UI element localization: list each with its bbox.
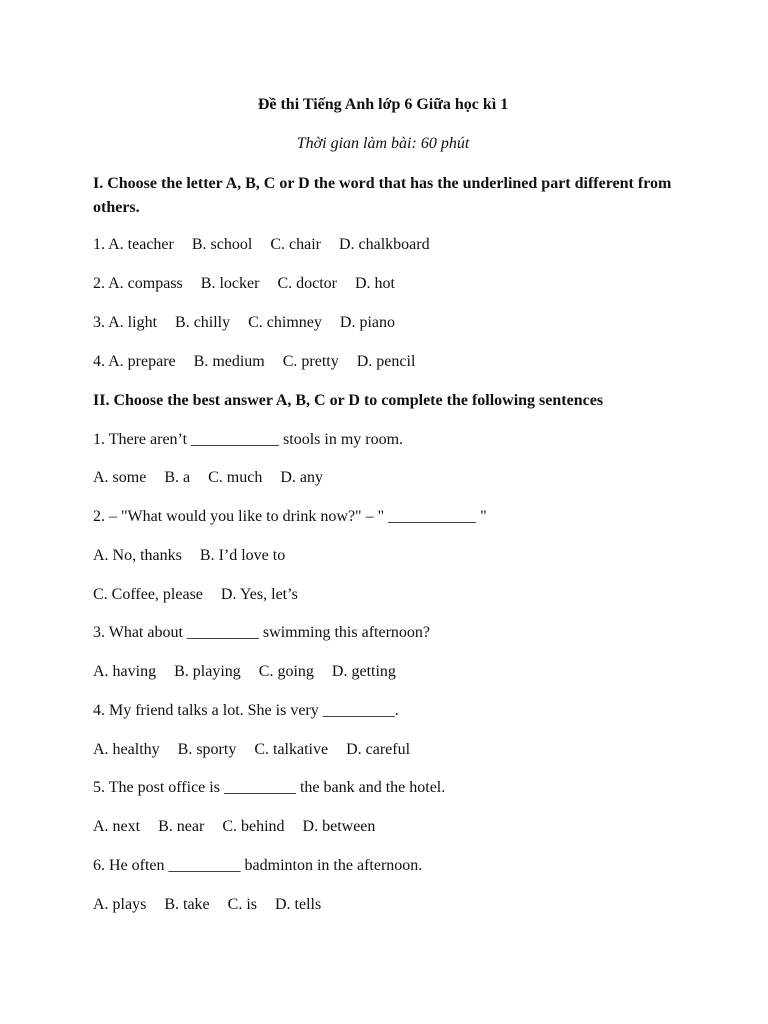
s2-question-3-options: [93, 661, 396, 683]
option-b: B. a: [164, 469, 191, 486]
option-c: C. chimney: [248, 314, 322, 331]
option-a: A. next: [93, 818, 141, 835]
s2-question-2-options-row-2: [93, 584, 298, 606]
option-b: B. sporty: [177, 741, 237, 758]
option-d: D. careful: [346, 741, 411, 758]
option-b: B. I’d love to: [199, 547, 286, 564]
option-d: D. piano: [339, 314, 395, 331]
option-a: A. teacher: [108, 236, 174, 253]
s1-question-1: [93, 234, 430, 256]
question-number: 3.: [93, 314, 105, 331]
option-d: D. getting: [331, 663, 396, 680]
option-c: C. going: [258, 663, 314, 680]
option-c: C. talkative: [254, 741, 329, 758]
s2-question-1-options: [93, 467, 323, 489]
option-a: A. No, thanks: [93, 547, 182, 564]
option-d: D. tells: [275, 896, 322, 913]
option-b: B. playing: [174, 663, 241, 680]
s2-question-5: 5. The post office is _________ the bank and the hotel.: [93, 779, 446, 796]
option-b: B. medium: [193, 353, 265, 370]
s2-question-4-options: [93, 739, 410, 761]
s2-question-4: 4. My friend talks a lot. She is very _________.: [93, 702, 399, 719]
option-c: C. much: [208, 469, 263, 486]
s2-question-2: 2. – "What would you like to drink now?" – " ___________ ": [93, 508, 487, 525]
option-d: D. hot: [354, 275, 395, 292]
option-a: A. having: [93, 663, 157, 680]
option-d: D. between: [302, 818, 376, 835]
s2-question-6-options: [93, 894, 321, 916]
page-title: Đề thi Tiếng Anh lớp 6 Giữa học kì 1: [257, 96, 509, 113]
question-number: 4.: [93, 353, 105, 370]
option-c: C. doctor: [277, 275, 337, 292]
option-a: A. some: [93, 469, 147, 486]
option-c: C. pretty: [282, 353, 339, 370]
s1-question-2: [93, 273, 395, 295]
s2-question-1: 1. There aren’t ___________ stools in my room.: [93, 431, 404, 448]
option-c: C. chair: [270, 236, 321, 253]
s2-question-6: 6. He often _________ badminton in the afternoon.: [93, 857, 423, 874]
option-b: B. school: [191, 236, 253, 253]
option-d: D. Yes, let’s: [220, 586, 298, 603]
s2-question-3: 3. What about _________ swimming this afternoon?: [93, 624, 430, 641]
option-a: A. prepare: [108, 353, 176, 370]
option-b: B. near: [158, 818, 205, 835]
option-a: A. compass: [108, 275, 183, 292]
option-a: A. plays: [93, 896, 147, 913]
option-b: B. take: [164, 896, 210, 913]
s2-question-2-options-row-1: [93, 545, 285, 567]
option-b: B. chilly: [175, 314, 231, 331]
question-number: 2.: [93, 275, 105, 292]
option-a: A. light: [108, 314, 158, 331]
s2-question-5-options: [93, 816, 375, 838]
section-1-heading: I. Choose the letter A, B, C or D the word that has the underlined part different from others.: [93, 175, 672, 216]
option-b: B. locker: [200, 275, 260, 292]
option-d: D. pencil: [356, 353, 416, 370]
option-c: C. behind: [222, 818, 285, 835]
question-number: 1.: [93, 236, 105, 253]
option-c: C. is: [227, 896, 257, 913]
option-d: D. any: [280, 469, 323, 486]
option-c: C. Coffee, please: [93, 586, 203, 603]
s1-question-3: [93, 312, 395, 334]
time-limit: Thời gian làm bài: 60 phút: [296, 135, 470, 152]
option-d: D. chalkboard: [338, 236, 430, 253]
section-2-heading: II. Choose the best answer A, B, C or D to complete the following sentences: [93, 392, 604, 409]
s1-question-4: [93, 351, 415, 373]
option-a: A. healthy: [93, 741, 160, 758]
